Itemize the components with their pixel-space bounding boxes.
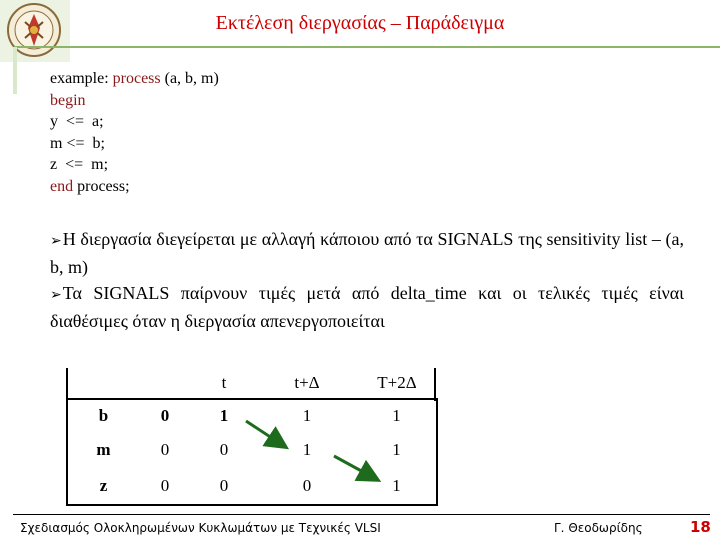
table-cell: 1 bbox=[357, 399, 437, 432]
table-border-left bbox=[66, 368, 68, 401]
bullet-item: ➢Τα SIGNALS παίρνουν τιμές μετά από delta_time και οι τελικές τιμές είναι διαθέσιμες όταν η διεργασία απενεργοποιείται bbox=[50, 283, 684, 331]
table-header-row bbox=[67, 368, 437, 399]
page-title: Εκτέλεση διεργασίας – Παράδειγμα bbox=[215, 12, 505, 34]
table-cell: 0 bbox=[139, 468, 191, 505]
code-line: z <= m; bbox=[50, 156, 109, 173]
signal-table bbox=[66, 368, 438, 506]
table-row bbox=[67, 468, 437, 505]
table-cell: 1 bbox=[302, 440, 312, 459]
table-header-cell bbox=[139, 368, 191, 399]
page-number: 18 bbox=[690, 518, 711, 536]
code-line: begin bbox=[50, 91, 86, 109]
code-line: m <= b; bbox=[50, 134, 105, 152]
table-cell: 1 bbox=[357, 432, 437, 468]
code-line: y <= a; bbox=[50, 113, 104, 130]
signal-name-cell: m bbox=[67, 432, 139, 468]
table-border-right bbox=[434, 368, 436, 401]
table-header-cell: t bbox=[191, 368, 257, 399]
footer-course-title: Σχεδιασμός Ολοκληρωμένων Κυκλωμάτων με Τεχνικές VLSI bbox=[20, 521, 381, 535]
footer-author: Γ. Θεοδωρίδης bbox=[554, 521, 643, 535]
signal-name-cell: z bbox=[67, 468, 139, 505]
code-line: example: process (a, b, m) bbox=[50, 70, 219, 87]
bullet-list bbox=[50, 226, 684, 334]
code-block bbox=[50, 68, 219, 197]
footer-divider bbox=[13, 514, 710, 515]
bullet-item: ➢Η διεργασία διεγείρεται με αλλαγή κάποιου από τα SIGNALS της sensitivity list – (a, b, m) bbox=[50, 229, 684, 277]
table-row bbox=[67, 432, 437, 468]
table-cell: 0 bbox=[191, 468, 257, 505]
table-header-cell bbox=[67, 368, 139, 399]
arrow-bullet-icon: ➢ bbox=[50, 233, 62, 249]
table-cell: 1 bbox=[302, 406, 312, 425]
code-line: end process; bbox=[50, 177, 130, 195]
signal-name-cell: b bbox=[67, 399, 139, 432]
header-divider bbox=[14, 46, 720, 48]
side-accent-bar bbox=[13, 47, 17, 94]
table-row bbox=[67, 399, 437, 432]
table-cell: 0 bbox=[160, 406, 170, 425]
table-cell: 0 bbox=[257, 468, 357, 505]
arrow-bullet-icon: ➢ bbox=[50, 287, 62, 303]
table-cell: 1 bbox=[357, 468, 437, 505]
table-cell: 0 bbox=[160, 440, 170, 459]
table-header-cell: t+Δ bbox=[257, 368, 357, 399]
table-cell: 1 bbox=[219, 406, 229, 425]
table-header-cell: T+2Δ bbox=[357, 368, 437, 399]
table-cell: 0 bbox=[219, 440, 229, 459]
